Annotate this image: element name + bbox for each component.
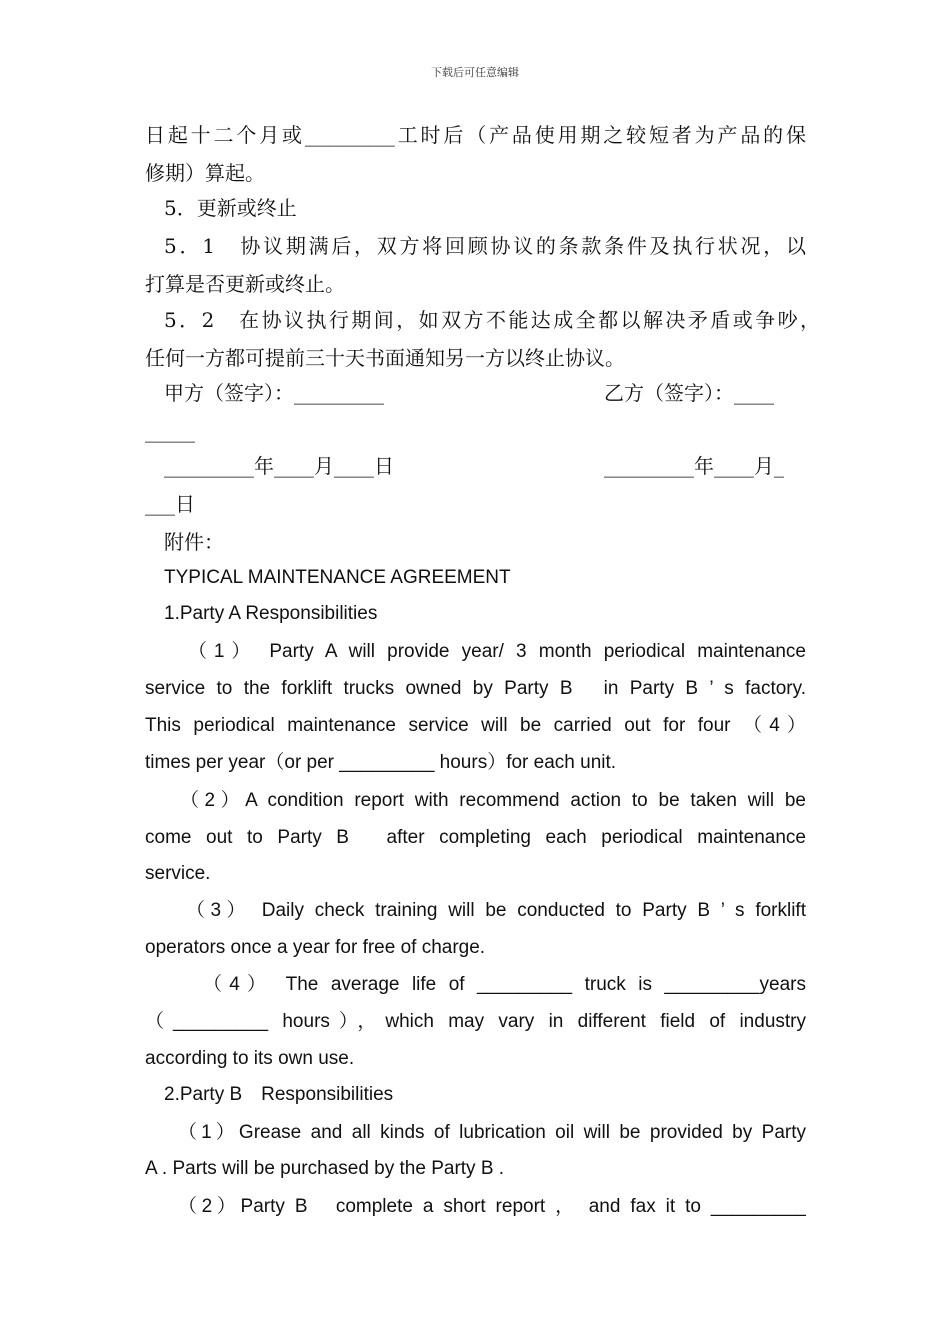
text-line: This periodical maintenance service will be carried out for four （4） <box>145 715 806 736</box>
text-line: （1）Grease and all kinds of lubrication oil will be provided by Party <box>178 1122 806 1143</box>
section-heading: 1.Party A Responsibilities <box>164 603 378 624</box>
text-line: come out to Party B after completing each periodical maintenance <box>145 827 806 848</box>
text-line: （_________ hours），which may vary in different field of industry <box>145 1011 806 1032</box>
text-line: 任何一方都可提前三十天书面通知另一方以终止协议。 <box>145 346 625 370</box>
text-line: 打算是否更新或终止。 <box>145 272 345 296</box>
text-line: times per year（or per _________ hours）for each unit. <box>145 752 617 773</box>
page-header-note: 下载后可任意编辑 <box>431 66 519 79</box>
text-line: 修期）算起。 <box>145 161 265 185</box>
section-heading: 5．更新或终止 <box>164 196 297 220</box>
text-line: 5．1 协议期满后，双方将回顾协议的条款条件及执行状况，以 <box>164 234 806 258</box>
text-line: 5．2 在协议执行期间，如双方不能达成全都以解决矛盾或争吵， <box>164 308 820 332</box>
party-b-signature-cont: _____ <box>145 419 195 443</box>
text-line: operators once a year for free of charge. <box>145 937 486 958</box>
agreement-title: TYPICAL MAINTENANCE AGREEMENT <box>164 567 511 588</box>
party-b-signature: 乙方（签字）：____ <box>604 381 774 405</box>
text-line: A . Parts will be purchased by the Party B . <box>145 1158 505 1179</box>
text-line: （2）Party B complete a short report ， and fax it to _________ <box>178 1196 806 1217</box>
section-heading: 2.Party B Responsibilities <box>164 1084 394 1105</box>
text-line: （1） Party A will provide year/ 3 month periodical maintenance <box>188 641 806 662</box>
text-line: （2）A condition report with recommend action to be taken will be <box>180 790 806 811</box>
text-line: （4） The average life of _________ truck is _________years <box>203 974 806 995</box>
text-line: according to its own use. <box>145 1048 355 1069</box>
text-line: service to the forklift trucks owned by Party B in Party B ’ s factory. <box>145 678 806 699</box>
text-line: 日起十二个月或_________工时后（产品使用期之较短者为产品的保 <box>145 123 806 147</box>
party-b-date: _________年____月_ <box>604 454 784 478</box>
text-line: service. <box>145 863 211 884</box>
party-a-date: _________年____月____日 <box>164 454 394 478</box>
attachment-label: 附件： <box>164 530 224 554</box>
party-a-signature: 甲方（签字）：_________ <box>164 381 384 405</box>
text-line: （3） Daily check training will be conducted to Party B ’ s forklift <box>186 900 806 921</box>
party-b-date-cont: ___日 <box>145 492 195 516</box>
